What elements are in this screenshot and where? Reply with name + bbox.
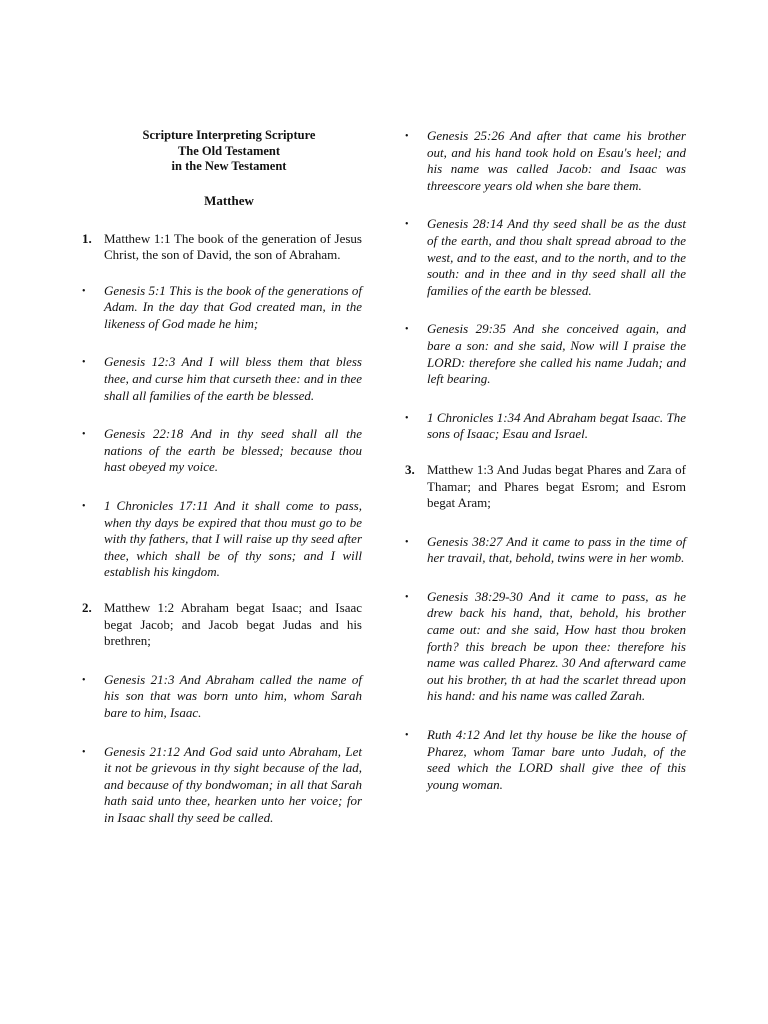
entry-text: Genesis 25:26 And after that came his brother out, and his hand took hold on Esau's heel; and his name was called Jacob: and Isaac was threescore years old when she bare them. [427,128,686,193]
entry-text: Genesis 12:3 And I will bless them that bless thee, and curse him that curseth thee: and in thee shall all families of the earth be blessed. [104,354,362,403]
bullet-icon: • [82,746,86,758]
bullet-entry [82,283,362,333]
header-line-1: Scripture Interpreting Scripture [142,128,316,142]
entry-text: Ruth 4:12 And let thy house be like the house of Pharez, whom Tamar bare unto Judah, of the seed which the LORD shall give thee of this young woman. [427,727,686,792]
bullet-entry [405,216,686,299]
header-line-3: in the New Testament [171,159,287,173]
bullet-entry [405,321,686,387]
numbered-entry [82,600,362,650]
entry-text: Genesis 28:14 And thy seed shall be as the dust of the earth, and thou shalt spread abroad to the west, and to the east, and to the north, and to the south: and in thee and in thy seed shall all the families of the earth be blessed. [427,216,686,298]
entry-text: Genesis 21:12 And God said unto Abraham, Let it not be grievous in thy sight because of the lad, and because of thy bondwoman; in all that Sarah hath said unto thee, hearken unto her voice; for in Isaac shall thy seed be called. [104,743,362,825]
right-entry-list [405,128,686,793]
header-line-2: The Old Testament [177,143,281,158]
bullet-icon: • [82,429,86,441]
bullet-icon: • [405,591,409,603]
bullet-entry [82,672,362,722]
bullet-icon: • [82,674,86,686]
bullet-icon: • [405,324,409,336]
bullet-icon: • [405,536,409,548]
entry-text: Genesis 29:35 And she conceived again, and bare a son: and she said, Now will I praise the LORD: therefore she called his name Judah; and left bearing. [427,321,686,387]
numbered-entry [82,231,362,264]
entry-number: 3. [405,461,415,477]
bullet-entry [82,498,362,581]
bullet-entry [405,589,686,705]
entry-text: 1 Chronicles 1:34 And Abraham begat Isaac. The sons of Isaac; Esau and Israel. [427,409,686,442]
numbered-entry [405,462,686,512]
entry-text: Matthew 1:1 The book of the generation of Jesus Christ, the son of David, the son of Abraham. [104,230,362,263]
document-header [96,128,362,175]
bullet-icon: • [405,131,409,142]
bullet-entry [82,744,362,827]
bullet-icon: • [405,412,409,424]
entry-number: 1. [82,230,92,246]
entry-text: 1 Chronicles 17:11 And it shall come to pass, when thy days be expired that thou must go to be with thy fathers, that I will raise up thy seed after thee, which shall be of thy sons; and I will establish his kingdom. [104,498,362,580]
bullet-icon: • [82,501,86,513]
bullet-entry [405,534,686,567]
section-title: Matthew [204,192,254,208]
bullet-icon: • [82,285,86,297]
bullet-entry [405,410,686,443]
bullet-entry [405,727,686,793]
entry-text: Genesis 38:29-30 And it came to pass, as he drew back his hand, that, behold, his brother came out: and she said, How hast thou broken forth? this breach be upon thee: therefore his name was called Pharez. 30 And afterward came out his brother, th at had the scarlet thread upon his hand: and his name was called Zarah. [427,588,686,704]
entry-text: Genesis 5:1 This is the book of the generations of Adam. In the day that God created man, in the likeness of God made he him; [104,282,362,331]
left-entry-list [82,231,362,827]
bullet-entry [405,128,686,194]
left-column [82,128,362,827]
bullet-entry [82,426,362,476]
entry-text: Genesis 22:18 And in thy seed shall all the nations of the earth be blessed; because thou hast obeyed my voice. [104,426,362,475]
bullet-icon: • [405,730,409,742]
entry-text: Genesis 21:3 And Abraham called the name of his son that was born unto him, whom Sarah bare to him, Isaac. [104,671,362,720]
bullet-icon: • [405,219,409,231]
entry-text: Genesis 38:27 And it came to pass in the time of her travail, that, behold, twins were in her womb. [427,533,686,566]
right-column [405,128,686,793]
entry-number: 2. [82,600,92,615]
entry-text: Matthew 1:2 Abraham begat Isaac; and Isaac begat Jacob; and Jacob begat Judas and his brethren; [104,600,362,649]
bullet-entry [82,354,362,404]
entry-text: Matthew 1:3 And Judas begat Phares and Zara of Thamar; and Phares begat Esrom; and Esrom begat Aram; [427,461,686,511]
bullet-icon: • [82,357,86,369]
